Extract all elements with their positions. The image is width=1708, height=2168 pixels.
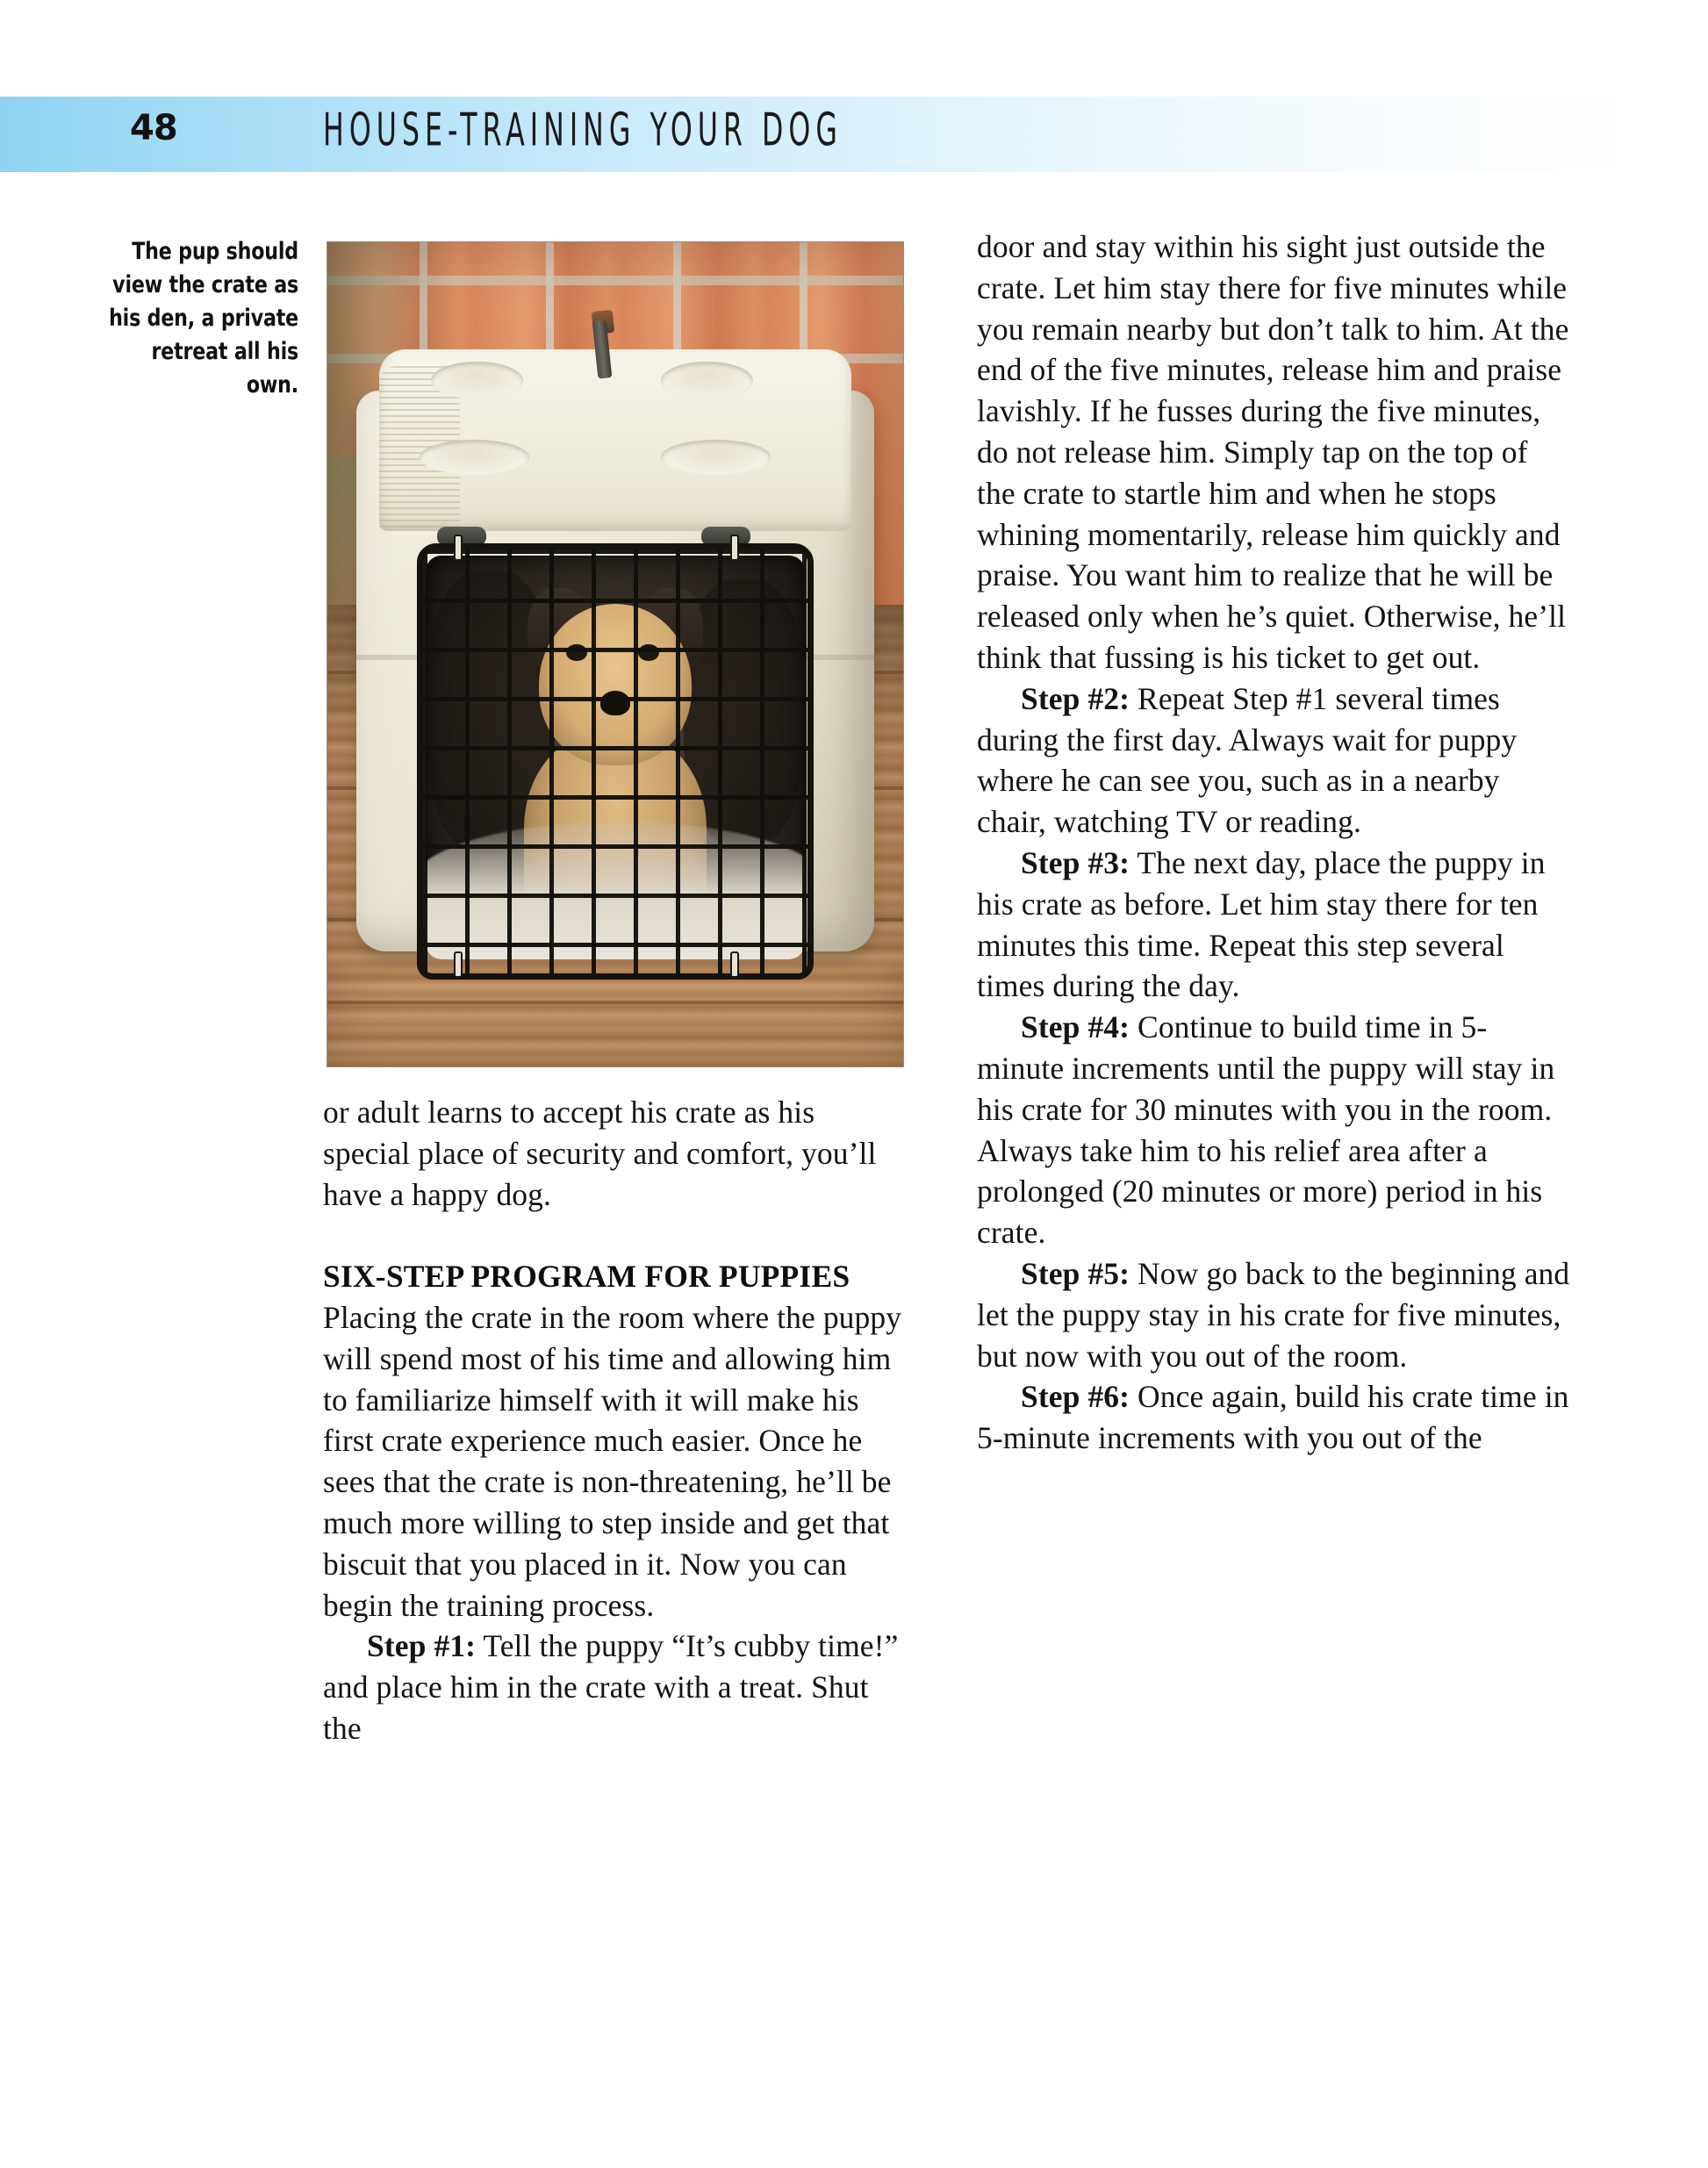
step-3-paragraph bbox=[977, 843, 1574, 1007]
deck-plank-seam bbox=[327, 1001, 903, 1004]
step-6-paragraph bbox=[977, 1376, 1574, 1459]
continued-paragraph: or adult learns to accept his crate as his special place of security and comfort, you’ll have a happy dog. bbox=[323, 1095, 877, 1212]
step-5-paragraph bbox=[977, 1253, 1574, 1376]
step-1-paragraph bbox=[323, 1626, 906, 1748]
step-6-label: Step #6: bbox=[1021, 1379, 1130, 1415]
right-text-column bbox=[977, 226, 1574, 1459]
carrier-dimple bbox=[431, 362, 523, 399]
door-hinge-pin bbox=[730, 951, 739, 978]
carrier-dimple bbox=[661, 440, 771, 474]
step-1-text: Tell the puppy “It’s cubby time!” and place him in the crate with a treat. Shut the bbox=[323, 1628, 899, 1746]
photo-scene bbox=[327, 242, 903, 1066]
continued-paragraph: door and stay within his sight just outside the crate. Let him stay there for five minutes while you remain nearby but don’t talk to him. At the end of the five minutes, release him and praise lavishly. If he fusses during the five minutes, do not release him. Simply tap on the top of the crate to startle him and when he stops whining momentarily, release him quickly and praise. You want him to realize that he will be released only when he’s quiet. Otherwise, he’ll think that fussing is his ticket to get out. bbox=[977, 229, 1569, 675]
step-1-label: Step #1: bbox=[367, 1628, 477, 1664]
step-5-label: Step #5: bbox=[1021, 1255, 1130, 1291]
step-5-text: Now go back to the beginning and let the puppy stay in his crate for five minutes, but now with you out of the room. bbox=[977, 1255, 1570, 1374]
step-2-text: Repeat Step #1 several times during the first day. Always wait for puppy where he can see you, such as in a nearby chair, watching TV or reading. bbox=[977, 680, 1518, 840]
step-2-paragraph bbox=[977, 678, 1574, 843]
step-4-text: Continue to build time in 5-minute increments until the puppy will stay in his crate for 30 minutes with you in the room. Always take him to his relief area after a prolonged (20 minutes or more) period in his crate. bbox=[977, 1009, 1555, 1251]
puppy-in-crate-photo bbox=[327, 241, 904, 1067]
running-head-title: HOUSE-TRAINING YOUR DOG bbox=[323, 104, 843, 157]
step-3-label: Step #3: bbox=[1021, 844, 1130, 880]
photo-caption: The pup should view the crate as his den, a private retreat all his own. bbox=[109, 238, 298, 398]
door-hinge-pin bbox=[730, 535, 739, 561]
step-2-label: Step #2: bbox=[1021, 680, 1130, 716]
door-hinge-pin bbox=[454, 951, 463, 978]
left-text-column bbox=[323, 1092, 906, 1749]
wire-crate-door bbox=[417, 543, 815, 980]
page-number: 48 bbox=[130, 108, 177, 148]
step-4-label: Step #4: bbox=[1021, 1009, 1130, 1045]
intro-paragraph: Placing the crate in the room where the puppy will spend most of his time and allowing him to familiarize himself with it will make his first crate experience much easier. Once he sees that the crate is non-threatening, he’ll be much more willing to step inside and get that biscuit that you placed in it. Now you can begin the training process. bbox=[323, 1299, 902, 1623]
section-heading: SIX-STEP PROGRAM FOR PUPPIES bbox=[323, 1259, 850, 1295]
door-hinge-pin bbox=[454, 535, 463, 561]
step-6-text: Once again, build his crate time in 5-minute increments with you out of the bbox=[977, 1379, 1569, 1456]
step-4-paragraph bbox=[977, 1007, 1574, 1253]
step-3-text: The next day, place the puppy in his crate as before. Let him stay there for ten minutes this time. Repeat this step several times during the day. bbox=[977, 844, 1546, 1004]
carrier-dimple bbox=[420, 440, 529, 474]
